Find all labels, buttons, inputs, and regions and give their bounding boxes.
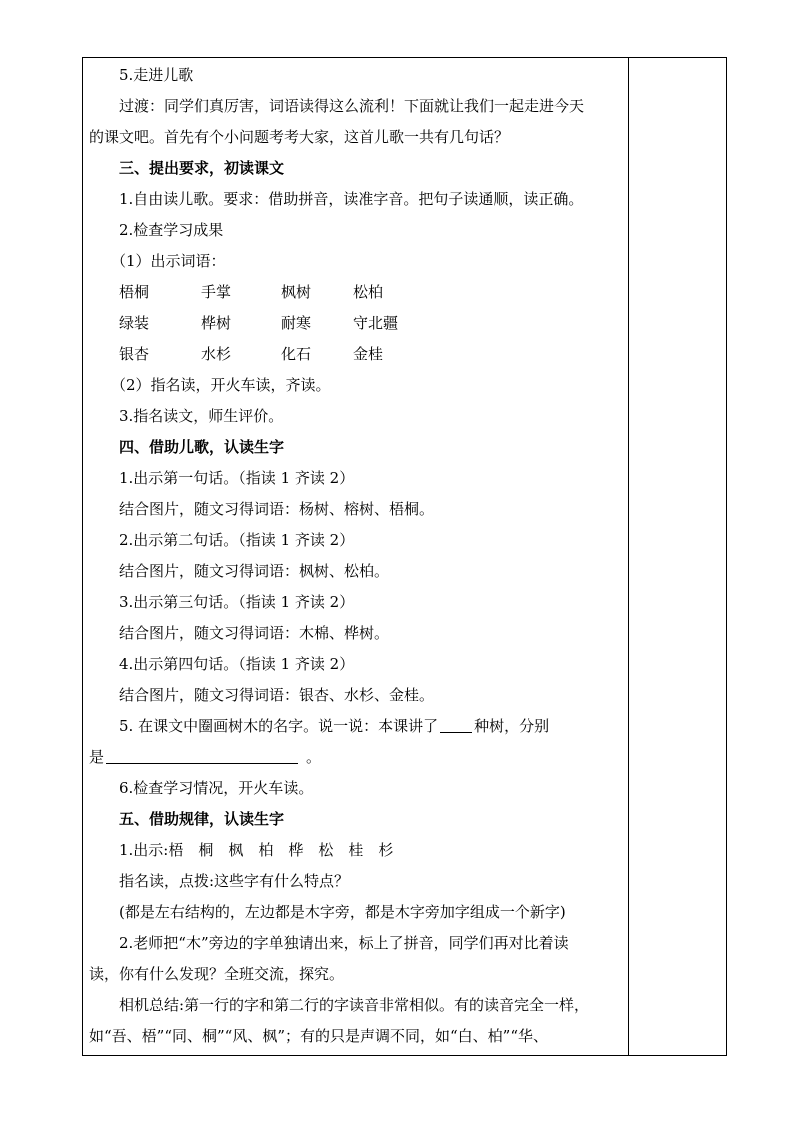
question-text: 是 xyxy=(89,748,105,766)
word-item: 绿装 xyxy=(119,314,150,332)
paragraph-line: 结合图片，随文习得词语：木棉、桦树。 xyxy=(119,624,390,642)
word-item: 桦树 xyxy=(201,314,232,332)
paragraph-line: 6.检查学习情况，开火车读。 xyxy=(119,779,314,797)
paragraph-line: 读，你有什么发现？全班交流，探究。 xyxy=(89,965,345,983)
section-heading: 四、借助儿歌，认读生字 xyxy=(119,438,285,456)
answer-blank xyxy=(106,747,298,764)
word-row xyxy=(89,308,625,339)
question-text: 种树，分别 xyxy=(474,717,550,735)
answer-blank xyxy=(440,716,472,733)
word-row xyxy=(89,339,625,370)
paragraph-line: 的课文吧。首先有个小问题考考大家，这首儿歌一共有几句话？ xyxy=(89,128,510,146)
paragraph-line: 结合图片，随文习得词语：杨树、榕树、梧桐。 xyxy=(119,500,435,518)
paragraph-line: 相机总结:第一行的字和第二行的字读音非常相似。有的读音完全一样， xyxy=(119,996,590,1014)
word-item: 松柏 xyxy=(353,283,384,301)
section-title: 5.走进儿歌 xyxy=(119,66,194,84)
word-item: 金桂 xyxy=(353,345,384,363)
word-item: 化石 xyxy=(281,345,312,363)
word-item: 梧桐 xyxy=(119,283,150,301)
word-item: 银杏 xyxy=(119,345,150,363)
paragraph-line: 3.出示第三句话。（指读 1 齐读 2） xyxy=(119,593,355,611)
question-text: 。 xyxy=(306,748,322,766)
word-item: 手掌 xyxy=(201,283,232,301)
lesson-content-cell xyxy=(89,60,625,1052)
paragraph-line: （2）指名读，开火车读，齐读。 xyxy=(111,376,331,394)
paragraph-line: 4.出示第四句话。（指读 1 齐读 2） xyxy=(119,655,355,673)
section-heading: 五、借助规律，认读生字 xyxy=(119,810,285,828)
question-text: 5. 在课文中圈画树木的名字。说一说：本课讲了 xyxy=(119,717,439,735)
paragraph-line: 过渡：同学们真厉害，词语读得这么流利！下面就让我们一起走进今天 xyxy=(119,97,585,115)
column-divider xyxy=(628,58,629,1055)
word-row xyxy=(89,277,625,308)
paragraph-line: 3.指名读文，师生评价。 xyxy=(119,407,284,425)
paragraph-line: （1）出示词语： xyxy=(111,252,226,270)
lesson-table xyxy=(82,57,727,1056)
paragraph-line: 结合图片，随文习得词语：枫树、松柏。 xyxy=(119,562,390,580)
paragraph-line: 结合图片，随文习得词语：银杏、水杉、金桂。 xyxy=(119,686,435,704)
section-heading: 三、提出要求，初读课文 xyxy=(119,159,285,177)
paragraph-line: 2.检查学习成果 xyxy=(119,221,224,239)
paragraph-line: 2.老师把“木”旁边的字单独请出来，标上了拼音，同学们再对比着读 xyxy=(119,934,569,952)
word-item: 守北疆 xyxy=(353,314,399,332)
paragraph-line: 1.出示第一句话。（指读 1 齐读 2） xyxy=(119,469,355,487)
fill-in-question xyxy=(89,742,625,773)
word-item: 耐寒 xyxy=(281,314,312,332)
fill-in-question xyxy=(89,711,625,742)
paragraph-line: 如“吾、梧”“同、桐”“风、枫”；有的只是声调不同，如“白、柏”“华、 xyxy=(89,1027,549,1045)
paragraph-line: 1.出示:梧 桐 枫 柏 桦 松 桂 杉 xyxy=(119,841,394,859)
paragraph-line: (都是左右结构的，左边都是木字旁，都是木字旁加字组成一个新字) xyxy=(119,903,566,921)
paragraph-line: 指名读，点拨:这些字有什么特点？ xyxy=(119,872,350,890)
word-item: 水杉 xyxy=(201,345,232,363)
paragraph-line: 2.出示第二句话。（指读 1 齐读 2） xyxy=(119,531,355,549)
word-item: 枫树 xyxy=(281,283,312,301)
paragraph-line: 1.自由读儿歌。要求：借助拼音，读准字音。把句子读通顺，读正确。 xyxy=(119,190,584,208)
